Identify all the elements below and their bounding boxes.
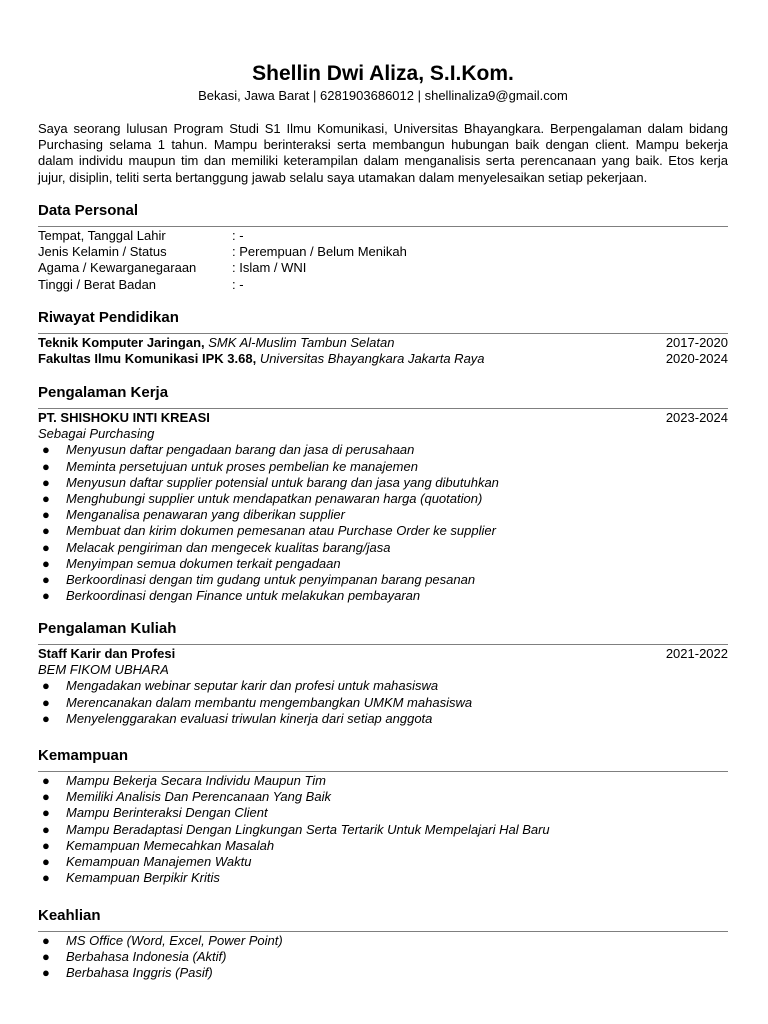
section-title: Pengalaman Kuliah	[38, 620, 177, 637]
personal-label: Tempat, Tanggal Lahir	[38, 228, 166, 243]
ability-item: ● Kemampuan Manajemen Waktu	[42, 854, 252, 870]
personal-row	[38, 228, 728, 244]
bullet-icon: ●	[42, 870, 50, 886]
section-title: Keahlian	[38, 907, 101, 924]
personal-label: Tinggi / Berat Badan	[38, 276, 157, 292]
ability-item: ● Mampu Berinteraksi Dengan Client	[42, 805, 268, 821]
summary-paragraph: Saya seorang lulusan Program Studi S1 Ilmu Komunikasi, Universitas Bhayangkara. Berpengalaman dalam bidang Purchasing selama 1 tahun. Mampu berinteraksi serta membangun hubungan baik dengan client. Mampu bekerja dalam individu maupun tim dan memiliki keterampilan dalam menganalisis serta perencanaan yang baik. Etos kerja jujur, disiplin, teliti serta bertanggung jawab selalu saya utamakan dalam menyelesaikan setiap pekerjaan.	[38, 121, 728, 185]
ability-item: ● Mampu Beradaptasi Dengan Lingkungan Serta Tertarik Untuk Mempelajari Hal Baru	[42, 821, 550, 837]
college-task-list	[38, 678, 728, 727]
ability-item: ● Mampu Bekerja Secara Individu Maupun Tim	[42, 773, 327, 788]
education-years: 2020-2024	[665, 351, 728, 367]
college-task: ● Merencanakan dalam membantu mengembangkan UMKM mahasiswa	[42, 694, 473, 710]
section-title: Pengalaman Kerja	[38, 384, 169, 401]
college-org: BEM FIKOM UBHARA	[38, 662, 169, 678]
work-years: 2023-2024	[665, 410, 728, 425]
work-task: ● Menghubungi supplier untuk mendapatkan penawaran harga (quotation)	[42, 491, 483, 507]
personal-value: : -	[232, 228, 244, 243]
personal-value: : Islam / WNI	[232, 260, 307, 276]
education-degree: Fakultas Ilmu Komunikasi IPK 3.68,	[38, 351, 257, 367]
work-company: PT. SHISHOKU INTI KREASI	[38, 410, 210, 425]
bullet-icon: ●	[42, 507, 50, 523]
bullet-icon: ●	[42, 474, 50, 490]
personal-row	[38, 277, 728, 293]
work-task: ● Menyusun daftar supplier potensial untuk barang dan jasa yang dibutuhkan	[42, 474, 499, 490]
work-task: ● Menganalisa penawaran yang diberikan supplier	[42, 507, 345, 523]
college-task: ● Menyelenggarakan evaluasi triwulan kinerja dari setiap anggota	[42, 710, 433, 726]
education-years: 2017-2020	[665, 335, 728, 350]
college-header-row	[38, 646, 728, 662]
bullet-icon: ●	[42, 821, 50, 837]
bullet-icon: ●	[42, 710, 50, 726]
personal-label: Jenis Kelamin / Status	[38, 244, 167, 260]
work-task: ● Meminta persetujuan untuk proses pembelian ke manajemen	[42, 458, 418, 474]
bullet-icon: ●	[42, 588, 50, 604]
work-task: ● Berkoordinasi dengan Finance untuk melakukan pembayaran	[42, 588, 421, 604]
bullet-icon: ●	[42, 805, 50, 821]
skill-item: ● MS Office (Word, Excel, Power Point)	[42, 933, 283, 948]
work-role: Sebagai Purchasing	[38, 426, 155, 442]
bullet-icon: ●	[42, 933, 50, 948]
bullet-icon: ●	[42, 837, 50, 853]
section-personal	[38, 201, 728, 293]
education-row	[38, 351, 728, 367]
bullet-icon: ●	[42, 854, 50, 870]
work-task: ● Berkoordinasi dengan tim gudang untuk penyimpanan barang pesanan	[42, 572, 476, 588]
section-title: Riwayat Pendidikan	[38, 309, 179, 326]
personal-row	[38, 260, 728, 276]
section-title: Data Personal	[38, 202, 139, 219]
bullet-icon: ●	[42, 555, 50, 571]
skill-item: ● Berbahasa Inggris (Pasif)	[42, 965, 213, 981]
personal-value: : Perempuan / Belum Menikah	[232, 244, 407, 260]
bullet-icon: ●	[42, 572, 50, 588]
contact-line: Bekasi, Jawa Barat | 6281903686012 | shellinaliza9@gmail.com	[198, 88, 568, 103]
bullet-icon: ●	[42, 458, 50, 474]
bullet-icon: ●	[42, 678, 50, 694]
bullet-icon: ●	[42, 539, 50, 555]
ability-item: ● Kemampuan Berpikir Kritis	[42, 870, 220, 886]
work-task: ● Membuat dan kirim dokumen pemesanan atau Purchase Order ke supplier	[42, 523, 496, 539]
education-row	[38, 335, 728, 351]
work-header-row	[38, 410, 728, 426]
section-college	[38, 619, 728, 727]
bullet-icon: ●	[42, 773, 50, 788]
bullet-icon: ●	[42, 442, 50, 458]
ability-item: ● Memiliki Analisis Dan Perencanaan Yang Baik	[42, 789, 331, 805]
work-task: ● Menyusun daftar pengadaan barang dan jasa di perusahaan	[42, 442, 415, 458]
personal-label: Agama / Kewarganegaraan	[38, 260, 197, 276]
section-skills	[38, 906, 728, 982]
work-task-list	[38, 442, 728, 604]
bullet-icon: ●	[42, 491, 50, 507]
candidate-name: Shellin Dwi Aliza, S.I.Kom.	[252, 62, 514, 85]
abilities-list	[38, 773, 728, 886]
bullet-icon: ●	[42, 949, 50, 965]
education-degree: Teknik Komputer Jaringan,	[38, 335, 205, 350]
education-school: Universitas Bhayangkara Jakarta Raya	[259, 351, 485, 367]
personal-row	[38, 244, 728, 260]
bullet-icon: ●	[42, 523, 50, 539]
skill-item: ● Berbahasa Indonesia (Aktif)	[42, 949, 227, 965]
ability-item: ● Kemampuan Memecahkan Masalah	[42, 837, 275, 853]
section-abilities	[38, 746, 728, 886]
college-task: ● Mengadakan webinar seputar karir dan profesi untuk mahasiswa	[42, 678, 439, 694]
bullet-icon: ●	[42, 965, 50, 981]
work-task: ● Menyimpan semua dokumen terkait pengadaan	[42, 555, 341, 571]
work-task: ● Melacak pengiriman dan mengecek kualitas barang/jasa	[42, 539, 391, 555]
section-education	[38, 308, 728, 367]
education-school: SMK Al-Muslim Tambun Selatan	[208, 335, 395, 350]
bullet-icon: ●	[42, 789, 50, 805]
college-position: Staff Karir dan Profesi	[38, 646, 176, 661]
section-work	[38, 383, 728, 604]
bullet-icon: ●	[42, 694, 50, 710]
college-years: 2021-2022	[665, 646, 728, 661]
skills-list	[38, 933, 728, 982]
section-title: Kemampuan	[38, 747, 129, 764]
personal-value: : -	[232, 276, 244, 292]
